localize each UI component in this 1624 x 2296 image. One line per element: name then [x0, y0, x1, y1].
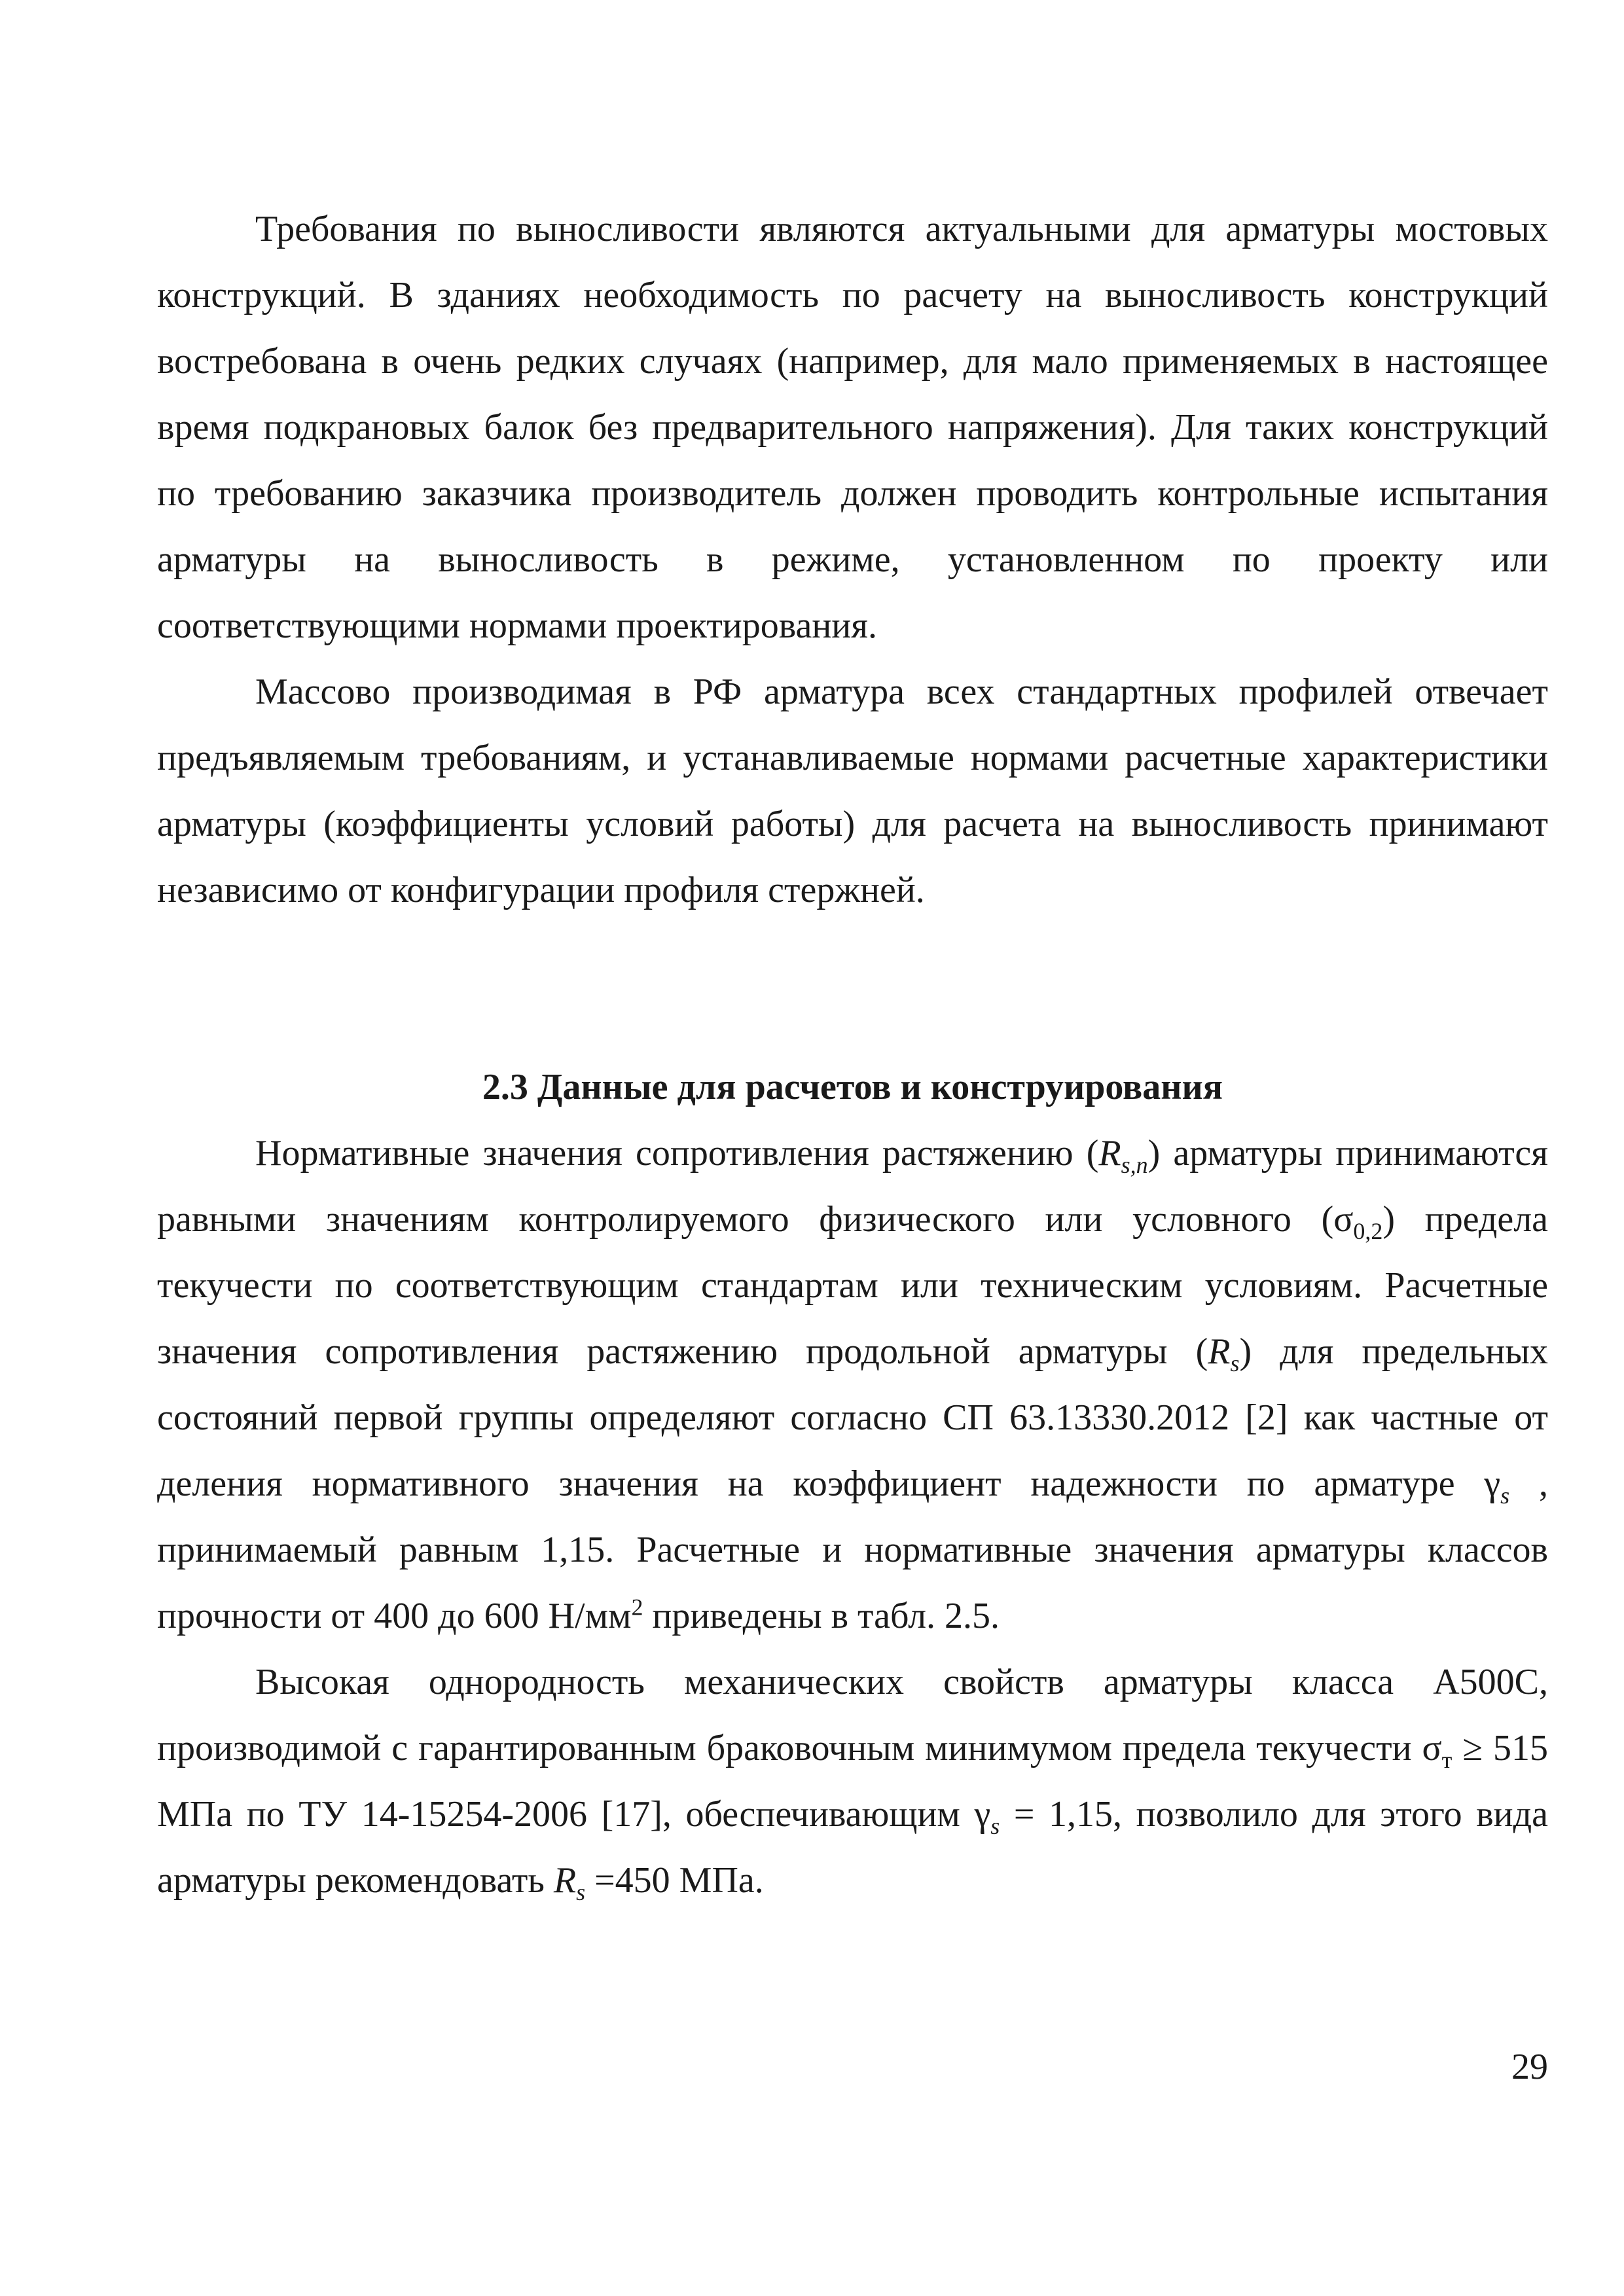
rs-symbol-2: $R_s$	[553, 1860, 586, 1906]
paragraph-a500c-uniformity: Высокая однородность механических свойств арматуры класса А500С, производимой с гарантированным браковочным минимумом предела текучести $\sigma_т \ge 515$ МПа по ТУ 14-15254-2006 [17], обеспечивающим $\gamma_s = 1,15$, позволило для этого вида арматуры рекомендовать $R_s =450$ МПа.	[157, 1662, 1548, 1906]
section-spacer	[157, 924, 1548, 1054]
paragraph-mass-produced-rebar: Массово производимая в РФ арматура всех стандартных профилей отвечает предъявляемым требованиям, и устанавливаемые нормами расчетные характеристики арматуры (коэффициенты условий работы) для расчета на выносливость принимают независимо от конфигурации профиля стержней.	[157, 672, 1548, 910]
paragraph-fatigue-requirements: Требования по выносливости являются актуальными для арматуры мостовых конструкций. В зданиях необходимость по расчету на выносливость конструкций востребована в очень редких случаях (например, для мало применяемых в настоящее время подкрановых балок без предварительного напряжения). Для таких конструкций по требованию заказчика производитель должен проводить контрольные испытания арматуры на выносливость в режиме, установленном по проекту или соответствующими нормами проектирования.	[157, 209, 1548, 646]
document-body	[157, 196, 1548, 1914]
page-number: 29	[1511, 2047, 1548, 2087]
rsn-symbol: $R_{s,n}$	[1098, 1133, 1148, 1179]
rs-symbol: $R_s$	[1208, 1331, 1240, 1377]
paragraph-normative-values: Нормативные значения сопротивления растяжению $(R_{s,n})$ арматуры принимаются равными значениям контролируемого физического или условного $(\sigma_{0,2})$ предела текучести по соответствующим стандартам или техническим условиям. Расчетные значения сопротивления растяжению продольной арматуры $(R_s)$ для предельных состояний первой группы определяют согласно СП 63.13330.2012 [2] как частные от деления нормативного значения на коэффициент надежности по арматуре $\gamma_s$ , принимаемый равным 1,15. Расчетные и нормативные значения арматуры классов прочности от 400 до 600 $Н/мм^2$ приведены в табл. 2.5.	[157, 1133, 1549, 1636]
section-heading: 2.3 Данные для расчетов и конструирования	[482, 1067, 1223, 1107]
